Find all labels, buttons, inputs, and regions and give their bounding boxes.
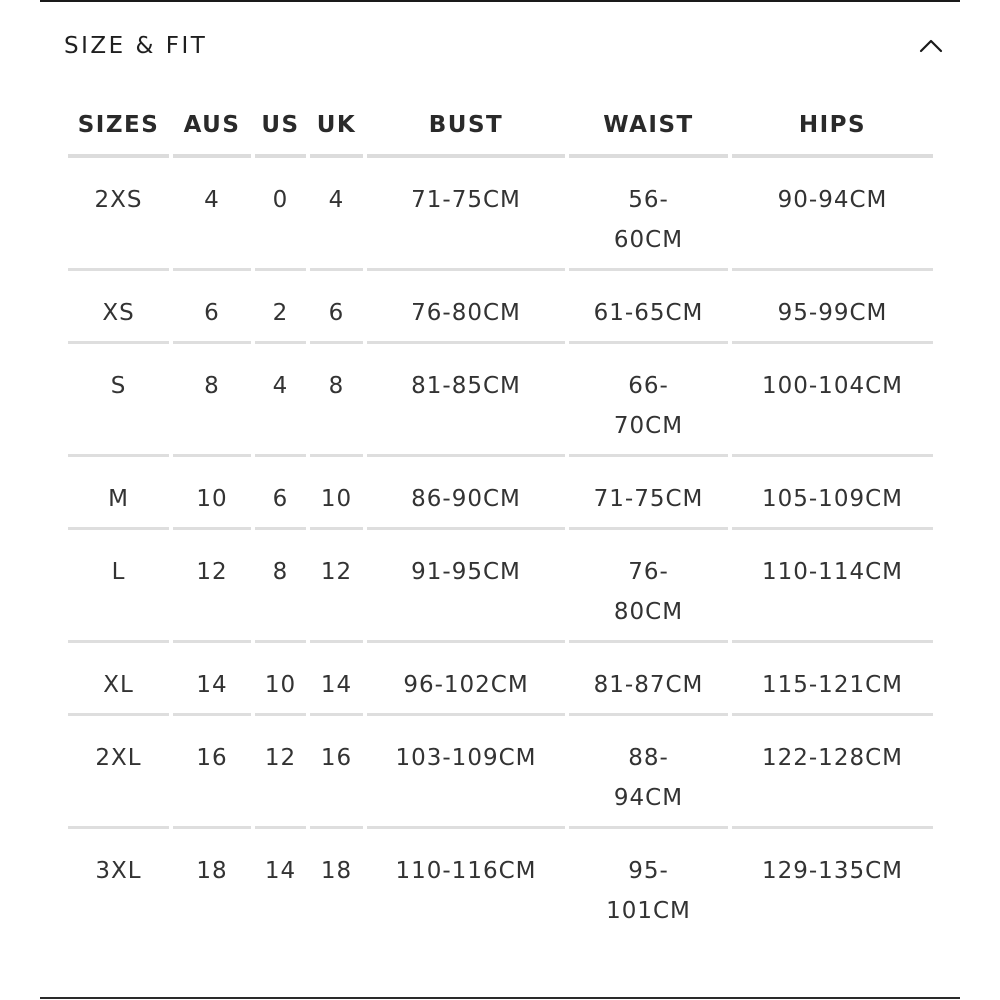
table-row <box>68 344 933 457</box>
aus-cell: 8 <box>173 344 251 457</box>
bust-cell: 103-109CM <box>367 716 565 829</box>
waist-line-1: 66- <box>628 373 669 399</box>
us-cell: 4 <box>255 344 306 457</box>
bust-cell: 76-80CM <box>367 271 565 344</box>
aus-cell: 6 <box>173 271 251 344</box>
bust-cell: 91-95CM <box>367 530 565 643</box>
aus-cell: 14 <box>173 643 251 716</box>
hips-cell: 95-99CM <box>732 271 933 344</box>
size-fit-accordion-header[interactable] <box>64 26 944 66</box>
top-divider <box>40 0 960 2</box>
table-row <box>68 716 933 829</box>
us-cell: 10 <box>255 643 306 716</box>
size-cell: XL <box>68 643 169 716</box>
column-header-aus: AUS <box>173 95 251 158</box>
us-cell: 0 <box>255 158 306 271</box>
hips-cell: 90-94CM <box>732 158 933 271</box>
waist-cell <box>569 530 728 643</box>
size-cell: M <box>68 457 169 530</box>
waist-line-2: 70CM <box>613 413 684 439</box>
size-cell: 3XL <box>95 858 142 884</box>
bust-cell: 71-75CM <box>367 158 565 271</box>
waist-cell <box>569 716 728 829</box>
uk-cell: 6 <box>310 271 363 344</box>
waist-line-2: 80CM <box>613 599 684 625</box>
bust-cell: 86-90CM <box>367 457 565 530</box>
uk-cell: 10 <box>310 457 363 530</box>
bust-cell: 81-85CM <box>367 344 565 457</box>
hips-cell: 115-121CM <box>732 643 933 716</box>
waist-cell <box>569 271 728 344</box>
waist-line-1: 76- <box>628 559 669 585</box>
uk-cell: 12 <box>310 530 363 643</box>
size-cell: L <box>68 530 169 643</box>
us-cell: 12 <box>255 716 306 829</box>
bottom-divider <box>40 997 960 999</box>
aus-cell: 4 <box>173 158 251 271</box>
hips-cell: 100-104CM <box>732 344 933 457</box>
aus-cell: 18 <box>196 858 228 884</box>
hips-cell: 105-109CM <box>732 457 933 530</box>
aus-cell: 12 <box>173 530 251 643</box>
table-row <box>68 457 933 530</box>
table-row <box>68 271 933 344</box>
table-row <box>68 530 933 643</box>
bust-cell: 110-116CM <box>395 858 537 884</box>
table-row <box>68 643 933 716</box>
aus-cell: 16 <box>173 716 251 829</box>
size-chart-table <box>64 95 937 942</box>
waist-line-2: 94CM <box>613 785 684 811</box>
us-cell: 2 <box>255 271 306 344</box>
waist-line-1: 81-87CM <box>593 672 704 698</box>
size-cell: S <box>68 344 169 457</box>
chevron-up-icon[interactable] <box>918 33 944 59</box>
bust-cell: 96-102CM <box>367 643 565 716</box>
waist-cell <box>569 643 728 716</box>
uk-cell: 14 <box>310 643 363 716</box>
uk-cell: 4 <box>310 158 363 271</box>
uk-cell: 8 <box>310 344 363 457</box>
waist-cell <box>569 457 728 530</box>
us-cell: 8 <box>255 530 306 643</box>
waist-line-2: 60CM <box>613 227 684 253</box>
size-cell: XS <box>68 271 169 344</box>
waist-cell <box>569 158 728 271</box>
size-cell: 2XL <box>68 716 169 829</box>
hips-cell: 129-135CM <box>761 858 903 884</box>
waist-cell <box>569 344 728 457</box>
column-header-waist: WAIST <box>569 95 728 158</box>
us-cell: 14 <box>264 858 297 884</box>
column-header-bust: BUST <box>367 95 565 158</box>
waist-line-2: 101CM <box>606 898 691 924</box>
waist-cell <box>569 829 728 942</box>
us-cell: 6 <box>255 457 306 530</box>
uk-cell: 16 <box>310 716 363 829</box>
waist-line-1: 95- <box>628 858 669 884</box>
size-cell: 2XS <box>68 158 169 271</box>
section-title: SIZE & FIT <box>64 33 208 59</box>
hips-cell: 110-114CM <box>732 530 933 643</box>
waist-line-1: 56- <box>628 187 669 213</box>
table-row <box>68 158 933 271</box>
waist-line-1: 61-65CM <box>593 300 704 326</box>
column-header-uk: UK <box>310 95 363 158</box>
waist-line-1: 71-75CM <box>593 486 704 512</box>
aus-cell: 10 <box>173 457 251 530</box>
waist-line-1: 88- <box>628 745 669 771</box>
column-header-us: US <box>255 95 306 158</box>
column-header-hips: HIPS <box>732 95 933 158</box>
hips-cell: 122-128CM <box>732 716 933 829</box>
table-row <box>68 829 933 942</box>
column-header-sizes: SIZES <box>68 95 169 158</box>
uk-cell: 18 <box>320 858 353 884</box>
table-header-row <box>68 95 933 158</box>
